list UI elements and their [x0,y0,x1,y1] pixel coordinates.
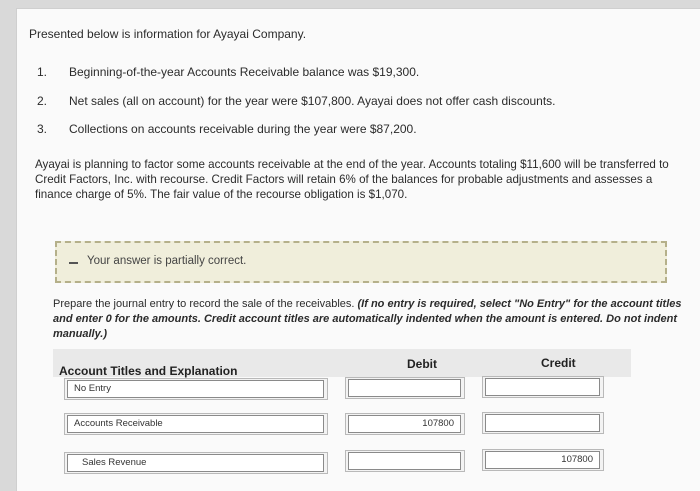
problem-page [16,8,700,491]
item-text-1: Beginning-of-the-year Accounts Receivable balance was $19,300. [69,65,420,79]
debit-field-frame-3 [345,450,465,472]
partial-correct-icon [69,262,78,264]
item-text-3: Collections on accounts receivable during the year were $87,200. [69,122,417,136]
item-number-2: 2. [37,94,48,108]
feedback-message: Your answer is partially correct. [87,255,247,267]
item-number-3: 3. [37,122,48,136]
credit-input-1[interactable] [485,378,600,396]
account-title-input-2[interactable]: Accounts Receivable [67,415,324,433]
header-account-titles: Account Titles and Explanation [59,364,238,378]
debit-input-2[interactable]: 107800 [348,415,461,433]
account-title-input-1[interactable]: No Entry [67,380,324,398]
debit-input-3[interactable] [348,452,461,470]
instruction-note: (If no entry is required, select "No Entry" for the account titles and enter 0 for the amounts. Credit account titles are automatically indented when the amount is entered. Do not indent manually.) [53,298,682,340]
instructions [53,297,693,342]
header-debit: Debit [407,357,437,371]
header-credit: Credit [541,356,576,370]
scenario-paragraph: Ayayai is planning to factor some accounts receivable at the end of the year. Accounts totaling $11,600 will be transferred to Credit Factors, Inc. with recourse. Credit Factors will retain 6% of the balances for probable adjustments and assesses a finance charge of 5%. The fair value of the recourse obligation is $1,070. [35,158,669,201]
account-title-input-3[interactable]: Sales Revenue [67,454,324,472]
intro-text: Presented below is information for Ayayai Company. [29,27,307,41]
instruction-main: Prepare the journal entry to record the sale of the receivables. [53,298,358,310]
journal-table-header [53,349,631,377]
debit-field-frame-2 [345,413,465,435]
account-field-frame-2 [64,413,328,435]
credit-field-frame-1 [482,376,604,398]
account-field-frame-3 [64,452,328,474]
credit-input-2[interactable] [485,414,600,432]
item-number-1: 1. [37,65,48,79]
credit-field-frame-2 [482,412,604,434]
feedback-banner [55,241,667,283]
credit-input-3[interactable]: 107800 [485,451,600,469]
debit-input-1[interactable] [348,379,461,397]
debit-field-frame-1 [345,377,465,399]
credit-field-frame-3 [482,449,604,471]
account-field-frame-1 [64,378,328,400]
item-text-2: Net sales (all on account) for the year were $107,800. Ayayai does not offer cash discounts. [69,94,556,108]
